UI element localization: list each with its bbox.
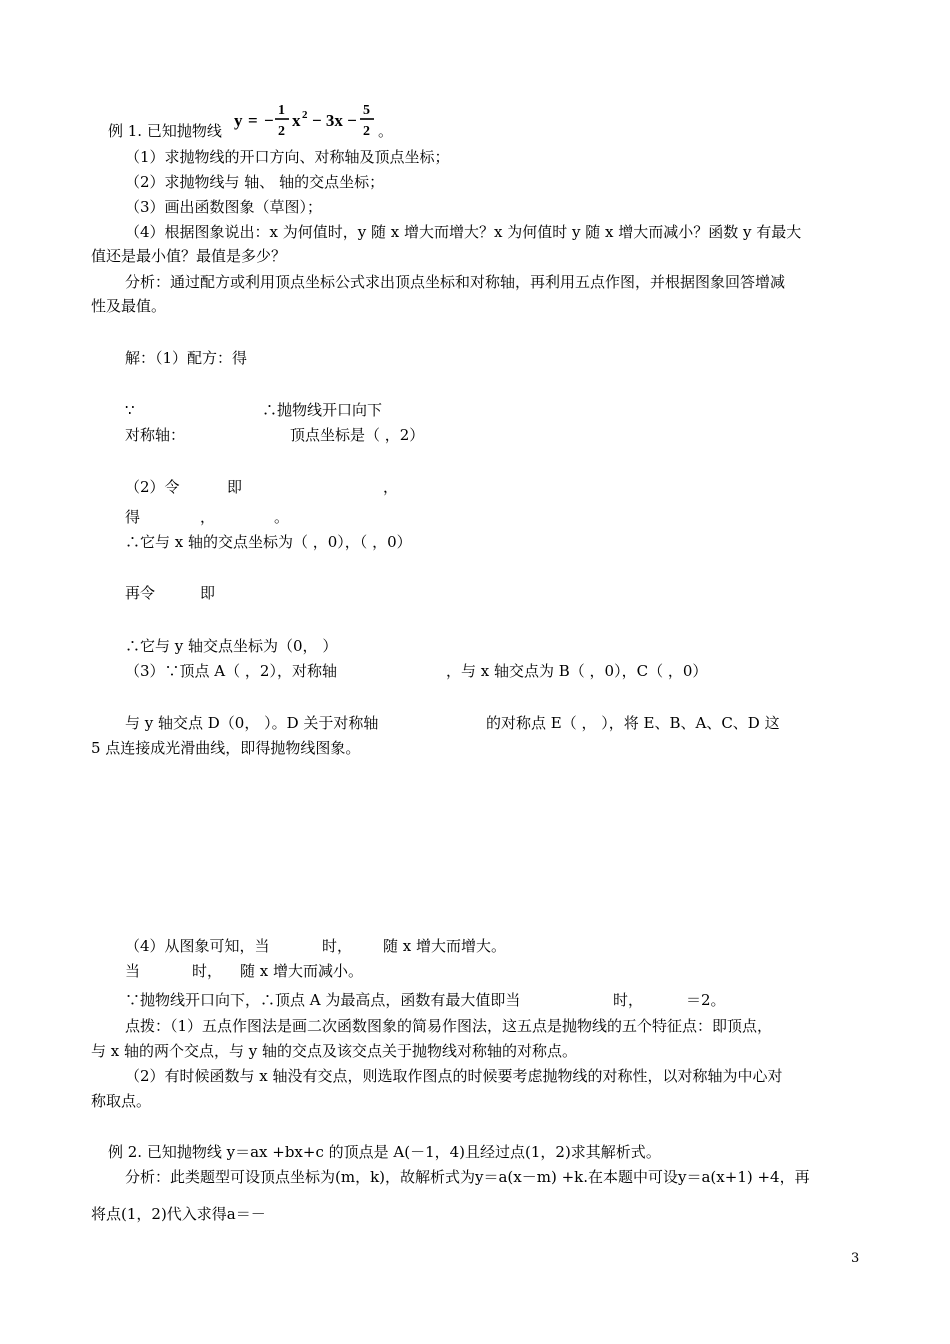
q4-line2: 值还是最小值？最值是多少？ [91,247,287,265]
q1: （1）求抛物线的开口方向、对称轴及顶点坐标； [125,148,450,166]
q2: （2）求抛物线与 轴、 轴的交点坐标； [125,173,385,191]
tip-line2: 与 x 轴的两个交点，与 y 轴的交点及该交点关于抛物线对称轴的对称点。 [91,1042,578,1060]
formula-x: x [292,111,301,130]
solution-2-de-end: 。 [274,508,290,526]
solution-4-line3a: ∵抛物线开口向下，∴顶点 A 为最高点，函数有最大值即当 [125,991,521,1009]
because-1: ∵ [125,401,135,419]
q3: （3）画出函数图象（草图）； [125,198,323,216]
tip-line4: 称取点。 [91,1092,152,1110]
analysis-line2: 性及最值。 [91,297,167,315]
solution-2-de-comma: ， [200,508,216,526]
solution-4-line2b: 时， [192,962,223,980]
axis-label: 对称轴： [125,426,186,444]
solution-3-a: （3）∵顶点 A（ ，2），对称轴 [125,662,337,680]
ex2-title: 例 2. 已知抛物线 y＝ax +bx+c 的顶点是 A(－1，4)且经过点(1，2)求其解析式。 [108,1143,661,1161]
solution-3-b: ，与 x 轴交点为 B（ ，0），C（ ，0） [446,662,708,680]
solution-3-line2b: 的对称点 E（ ， ），将 E、B、A、C、D 这 [486,714,780,732]
ex2-analysis-line1: 分析：此类题型可设顶点坐标为(m，k)，故解析式为y＝a(x－m) +k.在本题中可设y＝a(x+1) +4，再 [125,1168,810,1186]
y-intercept: ∴它与 y 轴交点坐标为（0， ） [125,637,338,655]
solution-2-again-ji: 即 [200,584,216,602]
therefore-1: ∴抛物线开口向下 [262,401,383,419]
page-number: 3 [851,1251,860,1266]
formula-mid: − 3x − [312,111,357,130]
tip-line1: 点拨：（1）五点作图法是画二次函数图象的简易作图法，这五点是抛物线的五个特征点：即顶点， [125,1017,773,1035]
solution-2-comma: ， [383,478,399,496]
solution-4-line2a: 当 [125,962,141,980]
formula-minus: − [264,111,274,130]
ex2-analysis-line2: 将点(1，2)代入求得a＝－ [91,1205,266,1223]
parabola-formula [232,100,378,140]
solution-4-c: 随 x 增大而增大。 [383,937,506,955]
x-intercepts: ∴它与 x 轴的交点坐标为（ ，0），（ ，0） [125,533,412,551]
tip-line3: （2）有时候函数与 x 轴没有交点，则选取作图点的时候要考虑抛物线的对称性，以对称轴为中心对 [125,1067,783,1085]
solution-4-a: （4）从图象可知，当 [125,937,270,955]
q4-line1: （4）根据图象说出：x 为何值时，y 随 x 增大而增大？x 为何值时 y 随 x 增大而减小？函数 y 有最大 [125,223,802,241]
solution-4-line3c: ＝2。 [686,991,726,1009]
ex1-title: 例 1. 已知抛物线 [108,122,222,140]
formula-frac-num: 5 [363,103,370,118]
solution-2-let: （2）令 [125,478,180,496]
solution-3-line3: 5 点连接成光滑曲线，即得抛物线图象。 [91,739,361,757]
formula-frac-den: 2 [363,124,370,139]
formula-eq: = [248,111,258,130]
solution-2-again: 再令 [125,584,156,602]
solution-1: 解：（1）配方：得 [125,349,248,367]
formula-half-num: 1 [278,103,285,118]
vertex-label: 顶点坐标是（ ，2） [290,426,425,444]
solution-2-de: 得 [125,508,141,526]
formula-exponent: 2 [302,109,308,121]
formula-y: y [234,111,243,130]
solution-3-line2a: 与 y 轴交点 D（0， ）。D 关于对称轴 [125,714,379,732]
solution-4-line3b: 时， [613,991,644,1009]
analysis-line1: 分析：通过配方或利用顶点坐标公式求出顶点坐标和对称轴，再利用五点作图，并根据图象回答增减 [125,273,786,291]
solution-4-line2c: 随 x 增大而减小。 [240,962,363,980]
formula-half-den: 2 [278,124,285,139]
solution-4-b: 时， [322,937,353,955]
solution-2-ji: 即 [227,478,243,496]
ex1-title-end: 。 [378,122,394,140]
